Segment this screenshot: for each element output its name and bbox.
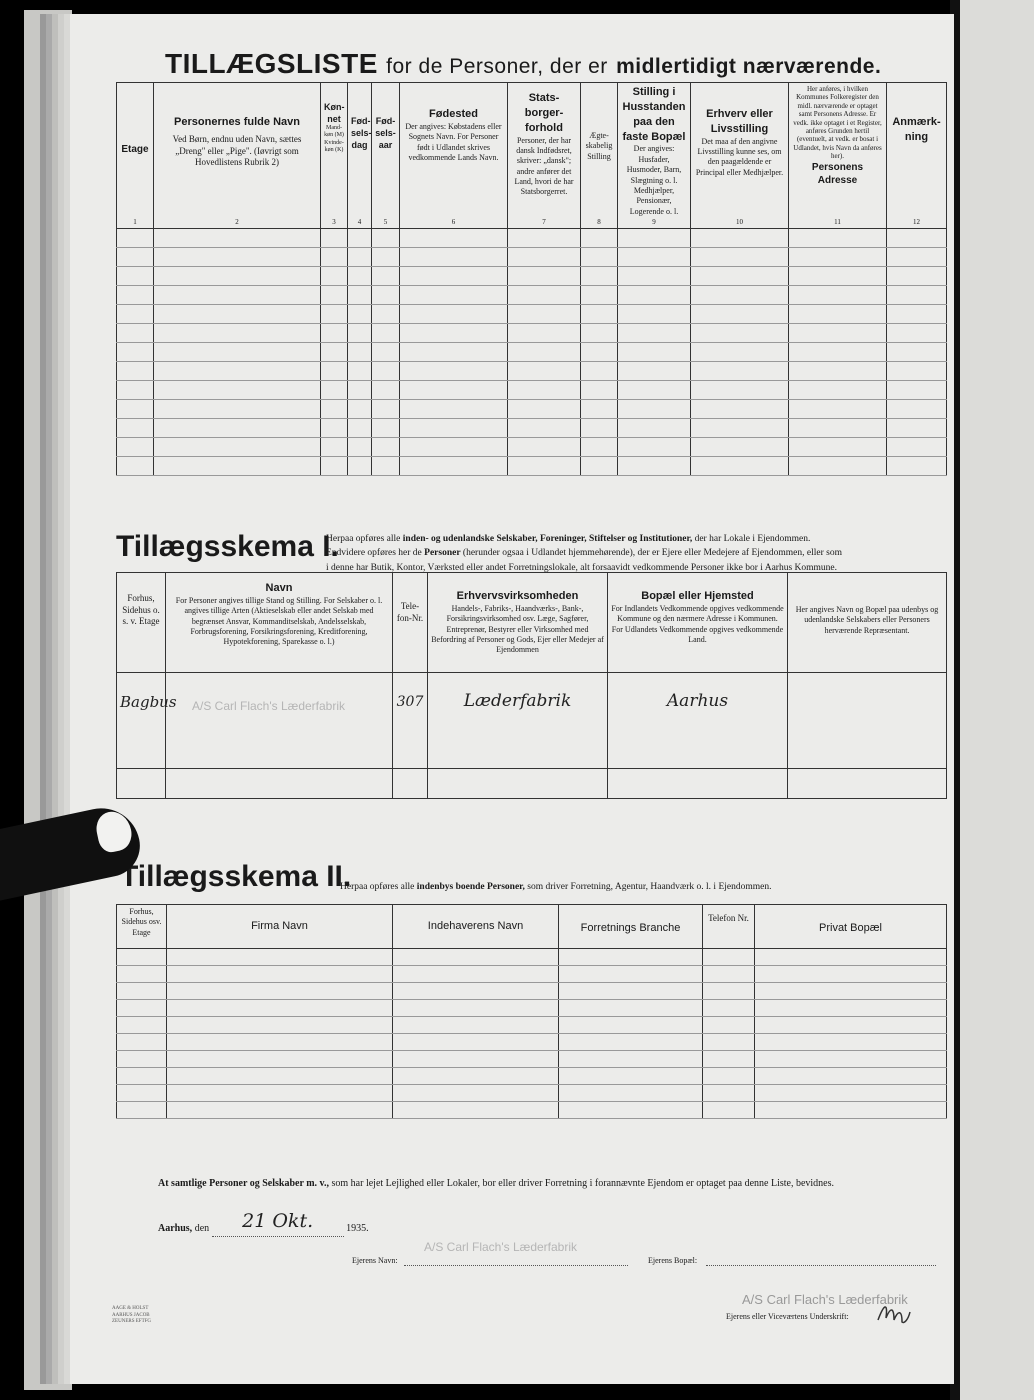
col-fodested: Fødested Der angives: Købstadens eller Sognets Navn. For Personer født i Udlandet skrives vedkommende Lands Navn. 6: [400, 83, 508, 229]
table-row: [117, 949, 947, 966]
table-row: [117, 1068, 947, 1085]
table-row: [117, 438, 947, 457]
certification-text: At samtlige Personer og Selskaber m. v., som har lejet Lejlighed eller Lokaler, bor eller driver Forretning i forannævnte Ejendom er optaget paa denne Liste, bevidnes.: [158, 1178, 834, 1189]
s1-col-erhverv: Erhvervsvirksomheden Handels-, Fabriks-, Haandværks-, Bank-, Forsikringsvirksomhed osv. Læge, Sagfører, Entreprenør, Bestyrer eller Virksomhed med Befordring af Personer og Gods, Ejer eller Medejer af Ejendommen: [428, 573, 608, 673]
s1-col-repraesentant: Her angives Navn og Bopæl paa udenbys og udenlandske Selskabers eller Personers herværende Repræsentant.: [788, 573, 947, 673]
table-row: [117, 267, 947, 286]
col-fodselsdag: Fød-sels-dag 4: [348, 83, 372, 229]
skema2-title: Tillægsskema II.: [120, 860, 352, 893]
skema2-table: [116, 904, 947, 1119]
skema2-header: [117, 905, 947, 949]
s1-col-navn: Navn For Personer angives tillige Stand og Stilling. For Selskaber o. l. angives tillige Arten (Aktieselskab eller andet Selskab med begrænset Ansvar, Kommanditselskab, Andelsselskab, Forbrugsforening, Forsikringsforening, Kreditforening, Hypotekforening, Sparekasse o. l.): [166, 573, 393, 673]
entry-bopael: Aarhus: [666, 691, 729, 711]
s2-col-etage: Forhus, Sidehus osv. Etage: [117, 905, 167, 949]
entry-etage: Bagbus: [120, 693, 177, 711]
table-row: [117, 1017, 947, 1034]
table-row: [117, 305, 947, 324]
title-end: midlertidigt nærværende.: [616, 55, 882, 78]
skema1-note: Herpaa opføres alle inden- og udenlandske Selskaber, Foreninger, Stiftelser og Institutioner, der har Lokale i Ejendommen. Endvidere opføres her de Personer (herunder ogsaa i Udlandet hjemmehørende), der er Ejere eller Medejere af Ejendommen, eller som i denne har Butik, Kontor, Værksted eller andet Forretningslokale, alt forsaavidt vedkommende Personer ikke bor i Aarhus Kommune.: [326, 534, 842, 573]
owner-residence-line: [706, 1265, 936, 1266]
table-row: [117, 966, 947, 983]
entry-telefon: 307: [396, 694, 424, 710]
table-row: [117, 1051, 947, 1068]
table-row: [117, 362, 947, 381]
col-adresse: Her anføres, i hvilken Kommunes Folkeregister den midl. nærværende er optaget samt Personens Adresse. Er vedk. ikke optaget i et Register, anføres Grunden hertil (eventuelt, at vedk. er bosat i Udlandet, hvis Navn da anføres her). Personens Adresse 11: [789, 83, 887, 229]
s2-col-branche: Forretnings Branche: [559, 905, 703, 949]
skema1-empty-row: [117, 769, 947, 799]
table-row: [117, 457, 947, 476]
signature-stamp: A/S Carl Flach's Læderfabrik: [742, 1292, 908, 1307]
table-row: [117, 400, 947, 419]
s1-col-etage: Forhus, Sidehus o. s. v. Etage: [117, 573, 166, 673]
skema1-table: [116, 572, 947, 799]
date-handwritten: 21 Okt.: [242, 1210, 314, 1232]
col-konnet: Køn-net Mand-køn (M) Kvinde-køn (K) 3: [321, 83, 348, 229]
table-row: [117, 343, 947, 362]
facing-page-edge: [960, 0, 1034, 1400]
signature-scribble-icon: [876, 1298, 912, 1328]
printer-mark: AAGE & HOLST AARHUS JACOB ZEUNERS EFTFG: [112, 1306, 152, 1324]
s2-col-firma: Firma Navn: [167, 905, 393, 949]
entry-navn-stamp: A/S Carl Flach's Læderfabrik: [192, 699, 346, 713]
table-row: [117, 1034, 947, 1051]
s2-col-privat-bopael: Privat Bopæl: [755, 905, 947, 949]
s2-col-indehaver: Indehaverens Navn: [393, 905, 559, 949]
form-page: [70, 14, 954, 1384]
col-erhverv: Erhverv eller Livsstilling Det maa af den angivne Livsstilling kunne ses, om den paagældende er Principal eller Medhjælper. 10: [691, 83, 789, 229]
date-line: Aarhus, den 21 Okt. 1935.: [158, 1214, 369, 1237]
s2-col-telefon: Telefon Nr.: [703, 905, 755, 949]
skema1-entry-row: [117, 673, 947, 769]
table-row: [117, 381, 947, 400]
owner-name-stamp: A/S Carl Flach's Læderfabrik: [424, 1240, 578, 1254]
entry-erhverv: Læderfabrik: [463, 691, 572, 711]
table-row: [117, 419, 947, 438]
s1-col-telefon: Tele-fon-Nr.: [393, 573, 428, 673]
table-row: [117, 324, 947, 343]
col-aegteskab: Ægte-skabelig Stilling 8: [581, 83, 618, 229]
table-row: [117, 286, 947, 305]
main-table: [116, 82, 947, 476]
signature-label: Ejerens eller Viceværtens Underskrift:: [726, 1312, 849, 1321]
col-fulde-navn: Personernes fulde Navn Ved Børn, endnu uden Navn, sættes „Dreng" eller „Pige". (Iøvrigt som Hovedlistens Rubrik 2) 2: [154, 83, 321, 229]
skema2-note: Herpaa opføres alle indenbys boende Personer, som driver Forretning, Agentur, Haandværk o. l. i Ejendommen.: [340, 882, 772, 892]
signature-handwritten: [876, 1298, 912, 1334]
main-table-header: [117, 83, 947, 229]
skema1-title: Tillægsskema I.: [116, 530, 339, 563]
title-middle: for de Personer, der er: [386, 55, 608, 78]
table-row: [117, 1000, 947, 1017]
table-row: [117, 983, 947, 1000]
col-anmaerkning: Anmærk-ning 12: [887, 83, 947, 229]
owner-residence-label: Ejerens Bopæl:: [648, 1256, 698, 1265]
table-row: [117, 1102, 947, 1119]
skema1-header: [117, 573, 947, 673]
col-fodselsaar: Fød-sels-aar 5: [372, 83, 400, 229]
owner-name-line: [404, 1265, 628, 1266]
table-row: [117, 229, 947, 248]
title-main-word: TILLÆGSLISTE: [165, 48, 378, 79]
skema2-body: [117, 949, 947, 1119]
col-husstand: Stilling i Husstanden paa den faste Bopæl Der angives: Husfader, Husmoder, Barn, Slægtning o. l. Medhjælper, Pensionær, Logerende o. l. 9: [618, 83, 691, 229]
owner-name-label: Ejerens Navn:: [352, 1256, 398, 1265]
left-page-stack: [24, 10, 72, 1390]
col-statsborger: Stats-borger-forhold Personer, der har dansk Indfødsret, skriver: „dansk"; andre anfører det Land, hvori de har Statsborgerret. 7: [508, 83, 581, 229]
s1-col-bopael: Bopæl eller Hjemsted For Indlandets Vedkommende opgives vedkommende Kommune og den nærmere Adresse i Kommunen. For Udlandets Vedkommende opgives vedkommende Land.: [608, 573, 788, 673]
main-table-body: [117, 229, 947, 476]
table-row: [117, 248, 947, 267]
page-title: [165, 48, 881, 80]
table-row: [117, 1085, 947, 1102]
col-etage: Etage 1: [117, 83, 154, 229]
